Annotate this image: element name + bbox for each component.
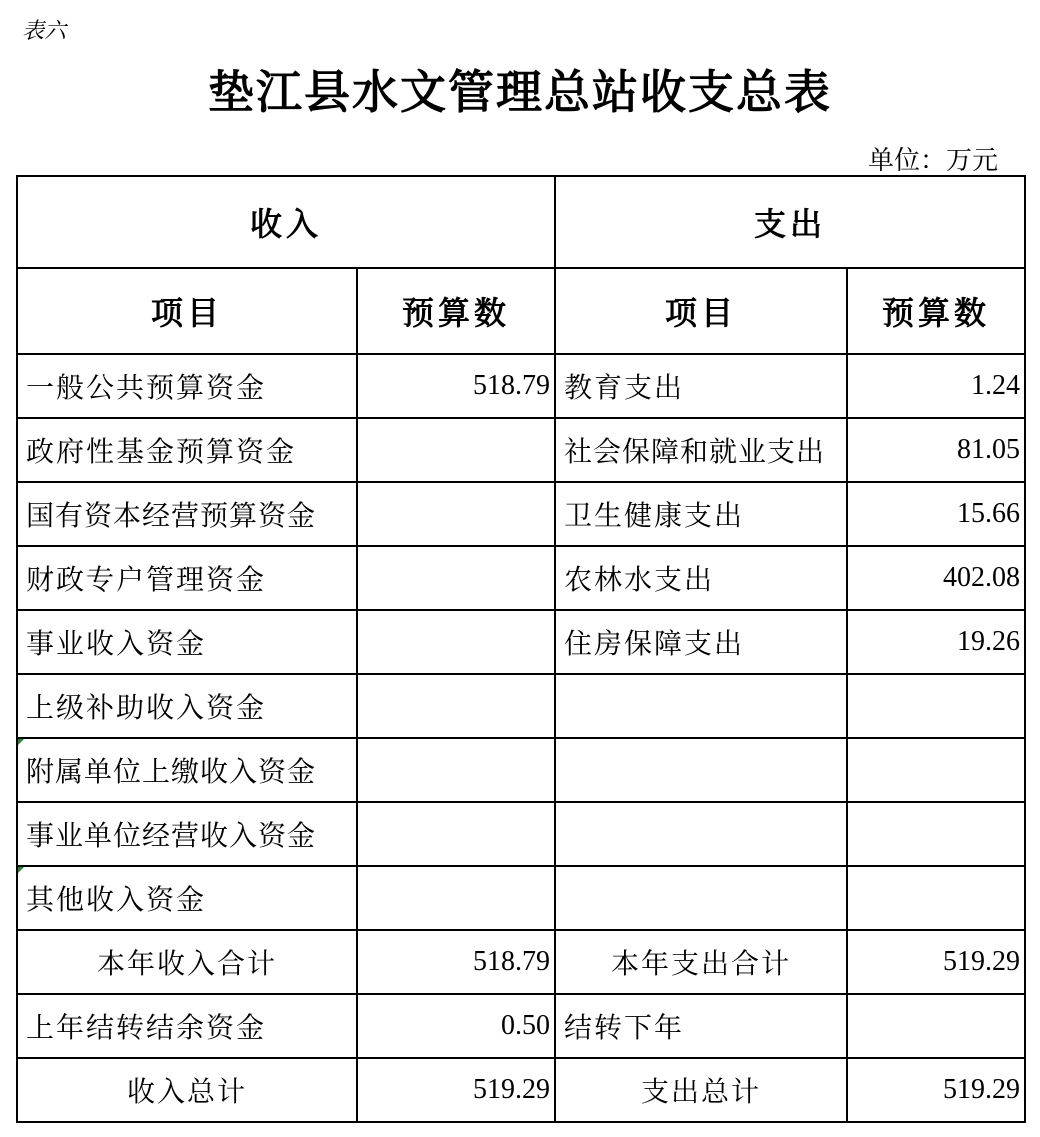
income-item: 政府性基金预算资金: [17, 418, 357, 482]
expense-total-value: 519.29: [847, 1058, 1025, 1122]
income-value: [357, 546, 555, 610]
expense-item: 社会保障和就业支出: [555, 418, 847, 482]
income-value: [357, 738, 555, 802]
expense-value: 402.08: [847, 546, 1025, 610]
expense-item: 教育支出: [555, 354, 847, 418]
expense-value: 19.26: [847, 610, 1025, 674]
expense-value: 81.05: [847, 418, 1025, 482]
income-value: 518.79: [357, 354, 555, 418]
income-value: 0.50: [357, 994, 555, 1058]
income-item: 上年结转结余资金: [17, 994, 357, 1058]
expense-value: [847, 994, 1025, 1058]
expense-total-label: 支出总计: [555, 1058, 847, 1122]
expense-value: 1.24: [847, 354, 1025, 418]
table-row: [17, 674, 1025, 738]
income-item: 事业收入资金: [17, 610, 357, 674]
expense-item: [555, 866, 847, 930]
expense-item: 农林水支出: [555, 546, 847, 610]
table-row: [17, 546, 1025, 610]
expense-subtotal-label: 本年支出合计: [555, 930, 847, 994]
income-item: 事业单位经营收入资金: [17, 802, 357, 866]
header-row-columns: [17, 268, 1025, 354]
expense-value: [847, 802, 1025, 866]
table-row: [17, 482, 1025, 546]
expense-budget-header: 预算数: [847, 268, 1025, 354]
income-item: 上级补助收入资金: [17, 674, 357, 738]
income-subtotal-value: 518.79: [357, 930, 555, 994]
income-item: 国有资本经营预算资金: [17, 482, 357, 546]
subtotal-row: [17, 930, 1025, 994]
income-section-header: 收入: [17, 176, 555, 268]
table-row: [17, 354, 1025, 418]
income-value: [357, 482, 555, 546]
expense-value: [847, 866, 1025, 930]
expense-item: [555, 802, 847, 866]
income-item: 附属单位上缴收入资金: [17, 738, 357, 802]
expense-value: [847, 738, 1025, 802]
expense-value: [847, 674, 1025, 738]
table-row: [17, 610, 1025, 674]
table-row: [17, 802, 1025, 866]
budget-table: [16, 175, 1026, 1123]
expense-item: 结转下年: [555, 994, 847, 1058]
expense-item: [555, 674, 847, 738]
expense-item: 卫生健康支出: [555, 482, 847, 546]
table-row: [17, 994, 1025, 1058]
income-item: 一般公共预算资金: [17, 354, 357, 418]
unit-label: 单位：万元: [867, 146, 998, 176]
income-value: [357, 674, 555, 738]
header-row-section: [17, 176, 1025, 268]
income-item-header: 项目: [17, 268, 357, 354]
total-row: [17, 1058, 1025, 1122]
table-row: [17, 738, 1025, 802]
income-item: 财政专户管理资金: [17, 546, 357, 610]
expense-section-header: 支出: [555, 176, 1025, 268]
income-subtotal-label: 本年收入合计: [17, 930, 357, 994]
table-row: [17, 866, 1025, 930]
expense-item: 住房保障支出: [555, 610, 847, 674]
expense-item: [555, 738, 847, 802]
income-item: 其他收入资金: [17, 866, 357, 930]
income-total-value: 519.29: [357, 1058, 555, 1122]
income-budget-header: 预算数: [357, 268, 555, 354]
page-title: 垫江县水文管理总站收支总表: [208, 65, 832, 119]
table-number: 表六: [22, 19, 67, 44]
income-value: [357, 802, 555, 866]
expense-value: 15.66: [847, 482, 1025, 546]
income-total-label: 收入总计: [17, 1058, 357, 1122]
expense-subtotal-value: 519.29: [847, 930, 1025, 994]
expense-item-header: 项目: [555, 268, 847, 354]
income-value: [357, 418, 555, 482]
income-value: [357, 866, 555, 930]
income-value: [357, 610, 555, 674]
table-row: [17, 418, 1025, 482]
